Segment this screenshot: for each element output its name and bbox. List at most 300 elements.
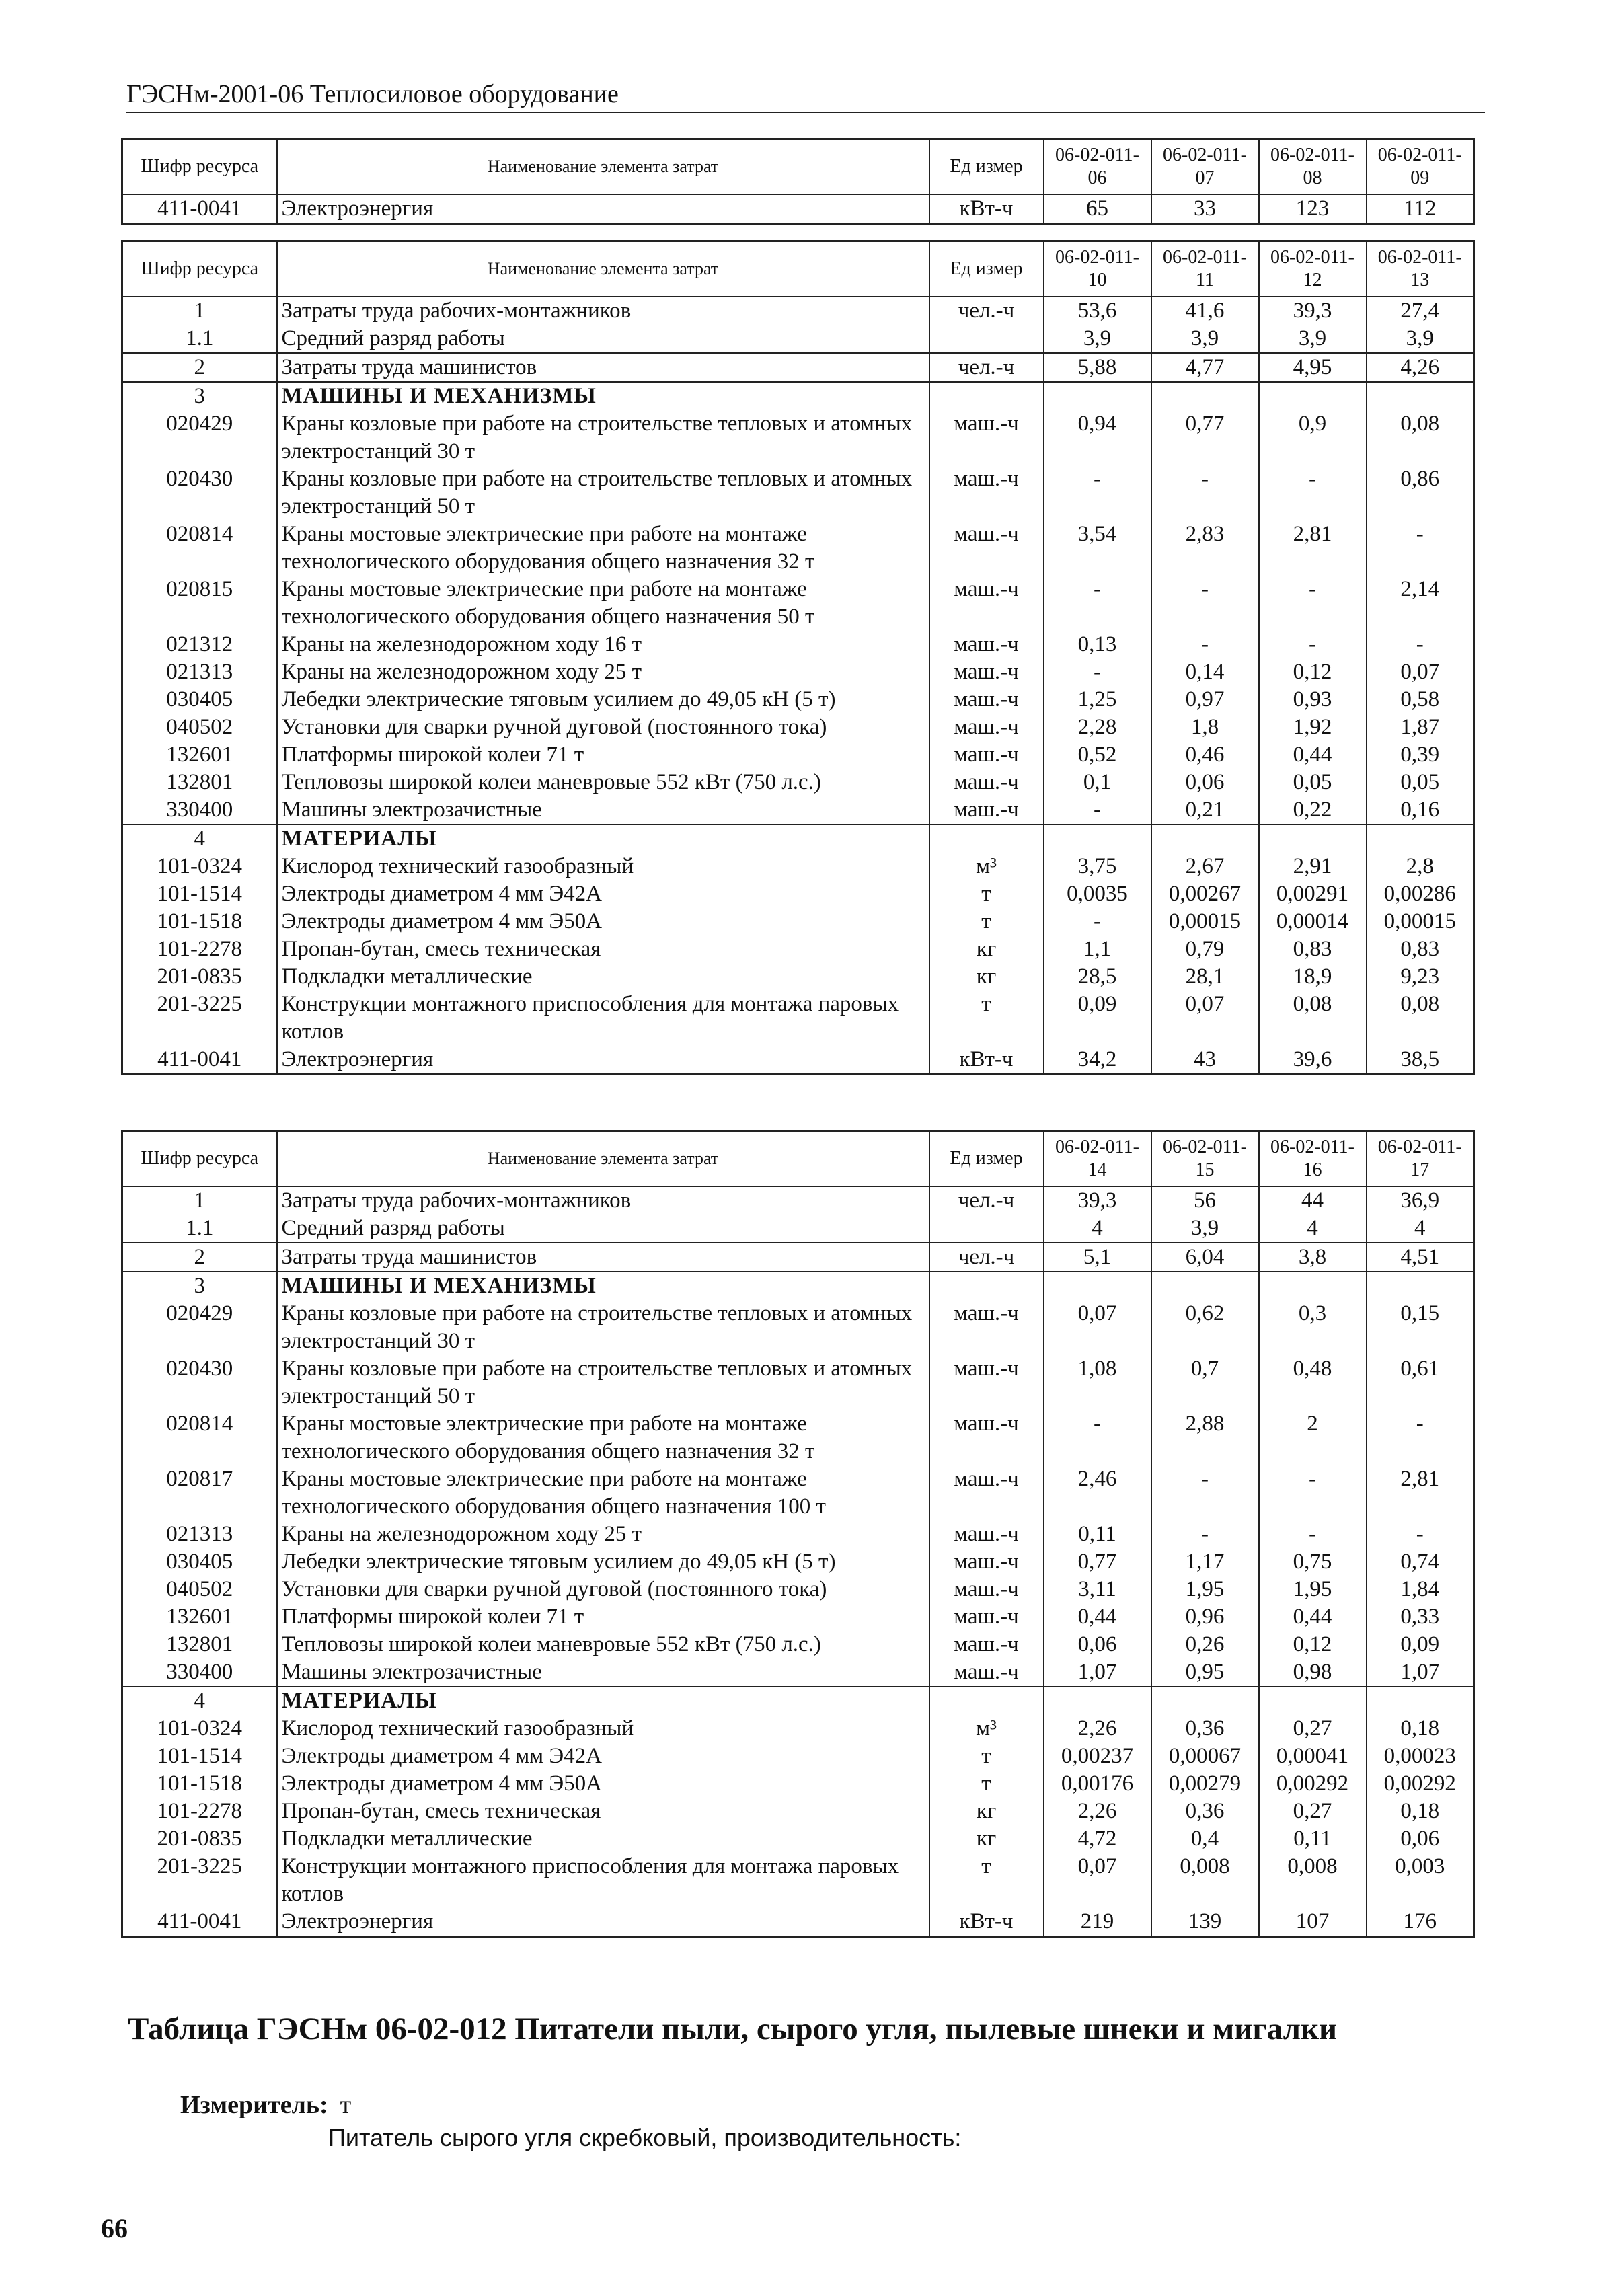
section-row <box>122 1687 1474 1715</box>
table-row <box>122 908 1474 935</box>
resource-name: Затраты труда машинистов <box>277 353 929 382</box>
resource-code: 021312 <box>122 631 277 658</box>
resource-code: 101-0324 <box>122 1715 277 1743</box>
resource-name: Затраты труда машинистов <box>277 1243 929 1272</box>
resource-value: 0,00015 <box>1151 908 1259 935</box>
resource-value: 18,9 <box>1259 963 1367 991</box>
resource-unit: кВт-ч <box>929 1046 1044 1075</box>
resource-unit: чел.-ч <box>929 1186 1044 1215</box>
table-row <box>122 410 1474 465</box>
resource-name: Электроды диаметром 4 мм Э50А <box>277 1770 929 1798</box>
resource-value: 2,67 <box>1151 853 1259 880</box>
header-norm-code: 06-02-011-10 <box>1044 241 1151 297</box>
resource-name: Конструкции монтажного приспособления для монтажа паровых котлов <box>277 991 929 1046</box>
resource-value: 0,22 <box>1259 796 1367 825</box>
resource-value: 0,12 <box>1259 1631 1367 1658</box>
table-row <box>122 521 1474 576</box>
resource-value: 0,12 <box>1259 658 1367 686</box>
resource-name: Подкладки металлические <box>277 963 929 991</box>
resource-name: Краны мостовые электрические при работе на монтаже технологического оборудования общего назначения 32 т <box>277 521 929 576</box>
resource-value: 0,13 <box>1044 631 1151 658</box>
table-row <box>122 576 1474 631</box>
resource-value: 1,07 <box>1367 1658 1474 1687</box>
table-row <box>122 1715 1474 1743</box>
resource-value: 0,00041 <box>1259 1743 1367 1770</box>
resource-code: 101-0324 <box>122 853 277 880</box>
resource-name: Краны козловые при работе на строительстве тепловых и атомных электростанций 30 т <box>277 410 929 465</box>
resource-value: 4 <box>1259 1215 1367 1243</box>
resource-value: 0,62 <box>1151 1300 1259 1355</box>
resource-value: 0,9 <box>1259 410 1367 465</box>
table-row <box>122 1521 1474 1548</box>
resource-name: МАШИНЫ И МЕХАНИЗМЫ <box>277 1272 929 1300</box>
resource-value: 0,05 <box>1259 769 1367 796</box>
resource-code: 020815 <box>122 576 277 631</box>
resource-value <box>1367 1272 1474 1300</box>
resource-value: 0,44 <box>1259 1603 1367 1631</box>
resource-code: 411-0041 <box>122 1908 277 1937</box>
resource-name: Краны мостовые электрические при работе на монтаже технологического оборудования общего назначения 50 т <box>277 576 929 631</box>
table-row <box>122 769 1474 796</box>
resource-name: Пропан-бутан, смесь техническая <box>277 935 929 963</box>
header-name: Наименование элемента затрат <box>277 139 929 195</box>
resource-unit <box>929 825 1044 853</box>
resource-value: 1,1 <box>1044 935 1151 963</box>
resource-value: 38,5 <box>1367 1046 1474 1075</box>
resource-unit: т <box>929 880 1044 908</box>
resource-code: 411-0041 <box>122 194 277 224</box>
resource-value <box>1044 1272 1151 1300</box>
resource-name: Средний разряд работы <box>277 325 929 353</box>
resource-value: 0,39 <box>1367 741 1474 769</box>
table-row <box>122 1410 1474 1465</box>
resource-name: Электроды диаметром 4 мм Э50А <box>277 908 929 935</box>
resource-name: Установки для сварки ручной дуговой (постоянного тока) <box>277 714 929 741</box>
resource-value: 0,09 <box>1367 1631 1474 1658</box>
header-norm-code: 06-02-011-09 <box>1367 139 1474 195</box>
resource-value: 0,08 <box>1367 410 1474 465</box>
resource-value: 0,33 <box>1367 1603 1474 1631</box>
resource-value: 0,36 <box>1151 1798 1259 1825</box>
resource-name: Средний разряд работы <box>277 1215 929 1243</box>
resource-unit: т <box>929 908 1044 935</box>
resource-value: 0,003 <box>1367 1853 1474 1908</box>
table-header-row <box>122 241 1474 297</box>
header-unit: Ед измер <box>929 1131 1044 1187</box>
resource-value: 0,18 <box>1367 1715 1474 1743</box>
resource-value: 0,06 <box>1151 769 1259 796</box>
resource-table-2 <box>121 240 1475 1075</box>
section-heading: Таблица ГЭСНм 06-02-012 Питатели пыли, сырого угля, пылевые шнеки и мигалки <box>128 2012 1338 2046</box>
resource-code: 330400 <box>122 796 277 825</box>
resource-code: 101-2278 <box>122 935 277 963</box>
resource-value: 1,95 <box>1151 1576 1259 1603</box>
table-row <box>122 1465 1474 1521</box>
resource-value: 0,08 <box>1367 991 1474 1046</box>
resource-value: 53,6 <box>1044 297 1151 325</box>
table-row <box>122 1770 1474 1798</box>
resource-value: 1,95 <box>1259 1576 1367 1603</box>
table-header-row <box>122 139 1474 195</box>
header-norm-code: 06-02-011-07 <box>1151 139 1259 195</box>
resource-code: 330400 <box>122 1658 277 1687</box>
resource-value: 2,81 <box>1259 521 1367 576</box>
resource-value: 0,93 <box>1259 686 1367 714</box>
table-row <box>122 325 1474 353</box>
resource-value: 2,81 <box>1367 1465 1474 1521</box>
table-row <box>122 1046 1474 1075</box>
header-norm-code: 06-02-011-15 <box>1151 1131 1259 1187</box>
resource-code: 101-1514 <box>122 880 277 908</box>
resource-value: 2 <box>1259 1410 1367 1465</box>
table-row <box>122 1215 1474 1243</box>
resource-unit: маш.-ч <box>929 576 1044 631</box>
resource-value: - <box>1044 465 1151 521</box>
resource-code: 040502 <box>122 714 277 741</box>
resource-value: 1,07 <box>1044 1658 1151 1687</box>
resource-value: 39,3 <box>1044 1186 1151 1215</box>
resource-code: 4 <box>122 825 277 853</box>
resource-unit <box>929 1687 1044 1715</box>
resource-value: 1,92 <box>1259 714 1367 741</box>
resource-value: - <box>1259 1465 1367 1521</box>
resource-value: 107 <box>1259 1908 1367 1937</box>
table-row <box>122 963 1474 991</box>
resource-unit: маш.-ч <box>929 1300 1044 1355</box>
resource-unit: маш.-ч <box>929 1410 1044 1465</box>
table-row <box>122 297 1474 325</box>
table-row <box>122 1631 1474 1658</box>
table-row <box>122 194 1474 224</box>
resource-unit: маш.-ч <box>929 1521 1044 1548</box>
header-unit: Ед измер <box>929 139 1044 195</box>
resource-unit: маш.-ч <box>929 1658 1044 1687</box>
resource-value <box>1151 1687 1259 1715</box>
resource-code: 201-3225 <box>122 1853 277 1908</box>
resource-code: 020429 <box>122 1300 277 1355</box>
table-header-row <box>122 1131 1474 1187</box>
resource-value: 0,27 <box>1259 1798 1367 1825</box>
resource-value: 0,06 <box>1044 1631 1151 1658</box>
resource-code: 201-3225 <box>122 991 277 1046</box>
resource-unit: м³ <box>929 853 1044 880</box>
resource-code: 020430 <box>122 1355 277 1410</box>
resource-value: - <box>1151 631 1259 658</box>
resource-unit <box>929 382 1044 410</box>
resource-code: 030405 <box>122 686 277 714</box>
resource-name: МАТЕРИАЛЫ <box>277 1687 929 1715</box>
table-row <box>122 1908 1474 1937</box>
resource-value: 0,07 <box>1367 658 1474 686</box>
resource-value: 0,00015 <box>1367 908 1474 935</box>
resource-value: 5,1 <box>1044 1243 1151 1272</box>
resource-value: 0,21 <box>1151 796 1259 825</box>
resource-value: 0,58 <box>1367 686 1474 714</box>
resource-code: 020817 <box>122 1465 277 1521</box>
resource-value: 34,2 <box>1044 1046 1151 1075</box>
resource-unit: чел.-ч <box>929 297 1044 325</box>
resource-value <box>1044 382 1151 410</box>
resource-value: 39,3 <box>1259 297 1367 325</box>
resource-table-3 <box>121 1130 1475 1938</box>
header-norm-code: 06-02-011-13 <box>1367 241 1474 297</box>
table-row <box>122 1743 1474 1770</box>
resource-table-1 <box>121 138 1475 225</box>
resource-name: Затраты труда рабочих-монтажников <box>277 297 929 325</box>
resource-value: 0,00014 <box>1259 908 1367 935</box>
resource-value: 139 <box>1151 1908 1259 1937</box>
resource-name: Электроэнергия <box>277 1046 929 1075</box>
resource-code: 3 <box>122 1272 277 1300</box>
resource-value: 28,1 <box>1151 963 1259 991</box>
resource-value: 0,07 <box>1044 1853 1151 1908</box>
resource-unit: кг <box>929 1798 1044 1825</box>
section-row <box>122 1272 1474 1300</box>
resource-value: 0,00067 <box>1151 1743 1259 1770</box>
resource-name: Кислород технический газообразный <box>277 1715 929 1743</box>
resource-name: Установки для сварки ручной дуговой (постоянного тока) <box>277 1576 929 1603</box>
resource-value <box>1044 825 1151 853</box>
resource-value: 3,9 <box>1151 325 1259 353</box>
header-norm-code: 06-02-011-16 <box>1259 1131 1367 1187</box>
resource-name: Краны мостовые электрические при работе на монтаже технологического оборудования общего назначения 100 т <box>277 1465 929 1521</box>
resource-value: 0,98 <box>1259 1658 1367 1687</box>
resource-value: 0,77 <box>1151 410 1259 465</box>
resource-value: 2,91 <box>1259 853 1367 880</box>
resource-value: 1,08 <box>1044 1355 1151 1410</box>
resource-value: - <box>1044 1410 1151 1465</box>
resource-unit: т <box>929 1770 1044 1798</box>
table-row <box>122 1658 1474 1687</box>
resource-value: 4,72 <box>1044 1825 1151 1853</box>
resource-unit: маш.-ч <box>929 658 1044 686</box>
resource-name: МАШИНЫ И МЕХАНИЗМЫ <box>277 382 929 410</box>
table-row <box>122 1355 1474 1410</box>
resource-value: 0,44 <box>1259 741 1367 769</box>
resource-value: 1,8 <box>1151 714 1259 741</box>
resource-value: 39,6 <box>1259 1046 1367 1075</box>
resource-value: 0,18 <box>1367 1798 1474 1825</box>
resource-code: 411-0041 <box>122 1046 277 1075</box>
resource-value: - <box>1259 631 1367 658</box>
resource-name: Краны мостовые электрические при работе на монтаже технологического оборудования общего назначения 32 т <box>277 1410 929 1465</box>
resource-code: 101-1518 <box>122 1770 277 1798</box>
resource-value: 3,8 <box>1259 1243 1367 1272</box>
resource-unit: маш.-ч <box>929 714 1044 741</box>
resource-value: - <box>1367 521 1474 576</box>
resource-value: - <box>1151 1521 1259 1548</box>
resource-name: Электроэнергия <box>277 194 929 224</box>
resource-value: 0,008 <box>1259 1853 1367 1908</box>
resource-value: 0,00279 <box>1151 1770 1259 1798</box>
resource-value: 0,48 <box>1259 1355 1367 1410</box>
resource-value <box>1367 382 1474 410</box>
resource-name: Электроды диаметром 4 мм Э42А <box>277 880 929 908</box>
resource-value: 0,86 <box>1367 465 1474 521</box>
resource-code: 3 <box>122 382 277 410</box>
resource-value: 2,8 <box>1367 853 1474 880</box>
resource-unit <box>929 1272 1044 1300</box>
resource-name: Электроэнергия <box>277 1908 929 1937</box>
meter-label: Измеритель: <box>180 2091 328 2119</box>
resource-value: 0,00292 <box>1367 1770 1474 1798</box>
resource-value: - <box>1044 796 1151 825</box>
resource-value: 0,3 <box>1259 1300 1367 1355</box>
resource-name: Краны козловые при работе на строительстве тепловых и атомных электростанций 50 т <box>277 1355 929 1410</box>
resource-value: 43 <box>1151 1046 1259 1075</box>
resource-unit: т <box>929 991 1044 1046</box>
section-row <box>122 382 1474 410</box>
header-code: Шифр ресурса <box>122 241 277 297</box>
resource-name: Машины электрозачистные <box>277 796 929 825</box>
resource-name: Тепловозы широкой колеи маневровые 552 кВт (750 л.с.) <box>277 769 929 796</box>
resource-code: 021313 <box>122 658 277 686</box>
table-row <box>122 1300 1474 1355</box>
resource-name: Затраты труда рабочих-монтажников <box>277 1186 929 1215</box>
resource-value: 4,51 <box>1367 1243 1474 1272</box>
resource-value: 6,04 <box>1151 1243 1259 1272</box>
resource-unit: маш.-ч <box>929 521 1044 576</box>
header-norm-code: 06-02-011-08 <box>1259 139 1367 195</box>
resource-value: 0,00291 <box>1259 880 1367 908</box>
resource-value: 0,16 <box>1367 796 1474 825</box>
resource-value: 0,00237 <box>1044 1743 1151 1770</box>
resource-unit <box>929 325 1044 353</box>
resource-unit: маш.-ч <box>929 741 1044 769</box>
resource-value: - <box>1151 1465 1259 1521</box>
resource-unit <box>929 1215 1044 1243</box>
resource-unit: т <box>929 1853 1044 1908</box>
resource-value: 1,17 <box>1151 1548 1259 1576</box>
resource-code: 020429 <box>122 410 277 465</box>
resource-value: 0,61 <box>1367 1355 1474 1410</box>
resource-value: 0,00292 <box>1259 1770 1367 1798</box>
resource-name: Кислород технический газообразный <box>277 853 929 880</box>
resource-value: 112 <box>1367 194 1474 224</box>
header-code: Шифр ресурса <box>122 1131 277 1187</box>
resource-code: 132601 <box>122 1603 277 1631</box>
resource-code: 020814 <box>122 521 277 576</box>
resource-value <box>1151 382 1259 410</box>
resource-name: Подкладки металлические <box>277 1825 929 1853</box>
resource-value: 56 <box>1151 1186 1259 1215</box>
table-row <box>122 631 1474 658</box>
resource-value: 2,83 <box>1151 521 1259 576</box>
resource-value: 0,77 <box>1044 1548 1151 1576</box>
resource-unit: кг <box>929 1825 1044 1853</box>
resource-value: 44 <box>1259 1186 1367 1215</box>
resource-value: 0,00023 <box>1367 1743 1474 1770</box>
table-row <box>122 1603 1474 1631</box>
resource-value: 4,26 <box>1367 353 1474 382</box>
subtitle: Питатель сырого угля скребковый, производительность: <box>328 2124 962 2151</box>
resource-value: 0,08 <box>1259 991 1367 1046</box>
resource-value: 0,79 <box>1151 935 1259 963</box>
resource-value: 3,9 <box>1259 325 1367 353</box>
resource-value: 36,9 <box>1367 1186 1474 1215</box>
resource-value: 0,7 <box>1151 1355 1259 1410</box>
resource-unit: маш.-ч <box>929 1465 1044 1521</box>
resource-value: 0,46 <box>1151 741 1259 769</box>
resource-value: - <box>1367 631 1474 658</box>
resource-unit: маш.-ч <box>929 686 1044 714</box>
header-norm-code: 06-02-011-12 <box>1259 241 1367 297</box>
resource-value: 3,54 <box>1044 521 1151 576</box>
table-row <box>122 796 1474 825</box>
table-row <box>122 1576 1474 1603</box>
resource-value: 0,05 <box>1367 769 1474 796</box>
resource-value: 0,4 <box>1151 1825 1259 1853</box>
resource-name: МАТЕРИАЛЫ <box>277 825 929 853</box>
resource-code: 1.1 <box>122 325 277 353</box>
resource-name: Платформы широкой колеи 71 т <box>277 1603 929 1631</box>
header-unit: Ед измер <box>929 241 1044 297</box>
header-name: Наименование элемента затрат <box>277 241 929 297</box>
resource-name: Пропан-бутан, смесь техническая <box>277 1798 929 1825</box>
resource-unit: кг <box>929 935 1044 963</box>
resource-value: 4 <box>1367 1215 1474 1243</box>
resource-value <box>1259 1687 1367 1715</box>
page-number: 66 <box>101 2213 128 2244</box>
resource-name: Краны козловые при работе на строительстве тепловых и атомных электростанций 50 т <box>277 465 929 521</box>
resource-value: 0,00176 <box>1044 1770 1151 1798</box>
resource-value: 0,83 <box>1259 935 1367 963</box>
resource-value: 0,95 <box>1151 1658 1259 1687</box>
table-row <box>122 935 1474 963</box>
resource-value: 3,9 <box>1151 1215 1259 1243</box>
header-norm-code: 06-02-011-14 <box>1044 1131 1151 1187</box>
resource-value: 0,74 <box>1367 1548 1474 1576</box>
resource-value: 3,9 <box>1044 325 1151 353</box>
table-row <box>122 714 1474 741</box>
resource-name: Тепловозы широкой колеи маневровые 552 кВт (750 л.с.) <box>277 1631 929 1658</box>
resource-value: 41,6 <box>1151 297 1259 325</box>
resource-value: 219 <box>1044 1908 1151 1937</box>
resource-code: 020430 <box>122 465 277 521</box>
resource-value: 27,4 <box>1367 297 1474 325</box>
resource-value: 0,15 <box>1367 1300 1474 1355</box>
resource-value: 0,008 <box>1151 1853 1259 1908</box>
resource-code: 040502 <box>122 1576 277 1603</box>
resource-code: 4 <box>122 1687 277 1715</box>
resource-value: 3,75 <box>1044 853 1151 880</box>
resource-code: 1 <box>122 297 277 325</box>
resource-unit: маш.-ч <box>929 1576 1044 1603</box>
resource-value: 0,97 <box>1151 686 1259 714</box>
resource-name: Краны на железнодорожном ходу 25 т <box>277 658 929 686</box>
resource-value <box>1259 825 1367 853</box>
resource-code: 201-0835 <box>122 1825 277 1853</box>
resource-value: 2,88 <box>1151 1410 1259 1465</box>
resource-unit: маш.-ч <box>929 769 1044 796</box>
resource-value <box>1259 382 1367 410</box>
resource-value: 0,36 <box>1151 1715 1259 1743</box>
resource-value: 1,87 <box>1367 714 1474 741</box>
header-name: Наименование элемента затрат <box>277 1131 929 1187</box>
meter-line <box>180 2090 351 2120</box>
resource-value: 2,26 <box>1044 1798 1151 1825</box>
meter-value: т <box>340 2091 352 2119</box>
resource-value: 0,52 <box>1044 741 1151 769</box>
resource-value <box>1151 825 1259 853</box>
resource-name: Краны козловые при работе на строительстве тепловых и атомных электростанций 30 т <box>277 1300 929 1355</box>
resource-code: 030405 <box>122 1548 277 1576</box>
resource-name: Электроды диаметром 4 мм Э42А <box>277 1743 929 1770</box>
resource-value: 2,14 <box>1367 576 1474 631</box>
resource-value: 2,46 <box>1044 1465 1151 1521</box>
resource-value: 2,28 <box>1044 714 1151 741</box>
resource-value: 5,88 <box>1044 353 1151 382</box>
